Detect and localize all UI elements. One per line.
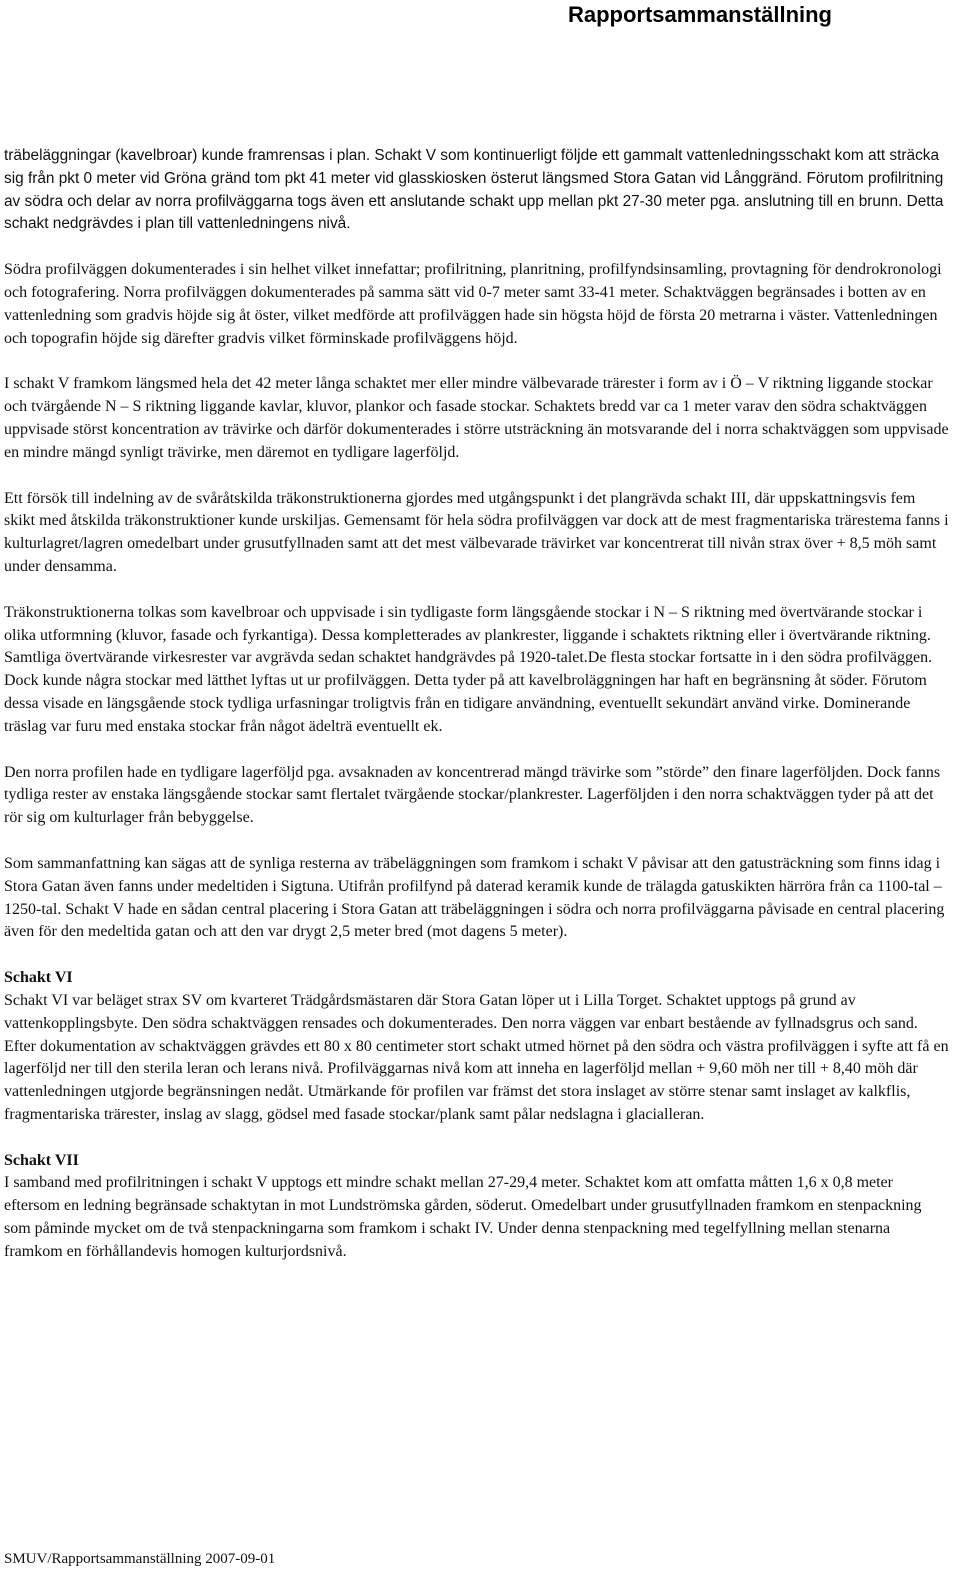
paragraph-schakt-vii: I samband med profilritningen i schakt V upptogs ett mindre schakt mellan 27-29,4 meter. Schaktet kom att omfatta måtten 1,6 x 0,8 meter eftersom en ledning begränsade schaktytan in mot Lundströmska gården, söderut. Omedelbart under grusutfyllnaden framkom en stenpackning som påminde mycket om de två stenpackningarna som framkom i schakt IV. Under denna stenpackning med tegelfyllning mellan stenarna framkom en förhållandevis homogen kulturjordsnivå.: [4, 1174, 922, 1260]
paragraph-2: Södra profilväggen dokumenterades i sin helhet vilket innefattar; profilritning, planritning, profilfyndsinsamling, provtagning för dendrokronologi och fotografering. Norra profilväggen dokumenterades på samma sätt vid 0-7 meter samt 33-41 meter. Schaktväggen begränsades i botten av en vattenledning som gradvis höjde sig åt öster, vilket medförde att profilväggen hade sin högsta höjd de första 20 metrarna i väster. Vattenledningen och topografin höjde sig därefter gradvis vilket förminskade profilväggens höjd.: [4, 261, 942, 347]
paragraph-schakt-vi: Schakt VI var beläget strax SV om kvarteret Trädgårdsmästaren där Stora Gatan löper ut i Lilla Torget. Schaktet upptogs på grund av vattenkopplingsbyte. Den södra schaktväggen rensades och dokumenterades. Den norra väggen var enbart bestående av fyllnadsgrus och sand. Efter dokumentation av schaktväggen grävdes ett 80 x 80 centimeter stort schakt utmed hörnet på den södra och västra profilväggen i syfte att få en lagerföljd ner till den sterila leran och lerans nivå. Profilväggarnas nivå kom att inneha en lagerföljd mellan + 9,60 möh ner till + 8,40 möh där vattenledningen utgjorde begränsningen nedåt. Utmärkande för profilen var främst det stora inslaget av större stenar samt inslaget av kalkflis, fragmentariska trärester, inslag av slagg, gödsel med fasade stockar/plank samt pålar nedslagna i glacialleran.: [4, 991, 949, 1123]
paragraph-5: Träkonstruktionerna tolkas som kavelbroar och uppvisade i sin tydligaste form längsgående stockar i N – S riktning med övertvärande stockar i olika utformning (kluvor, fasade och fyrkantiga). Dessa kompletterades av plankrester, liggande i schaktets riktning eller i övertvärande riktning. Samtliga övertvärande virkesrester var avgrävda sedan schaktet handgrävdes på 1920-talet.De flesta stockar fortsatte in i den södra profilväggen. Dock kunde några stockar med lätthet lyftas ut ur profilväggen. Detta tyder på att kavelbroläggningen har haft en begränsning åt söder. Förutom dessa visade en längsgående stock tydliga urfasningar troligtvis från en tidigare användning, eventuellt sekundärt använd virke. Dominerande träslag var furu med enstaka stockar från något ädelträ eventuellt ek.: [4, 603, 933, 735]
section-heading-schakt-vi: Schakt VI: [4, 969, 73, 987]
paragraph-1: träbeläggningar (kavelbroar) kunde framrensas i plan. Schakt V som kontinuerligt följde ett gammalt vattenledningsschakt kom att sträcka sig från pkt 0 meter vid Gröna gränd tom pkt 41 meter vid glasskiosken österut längsmed Stora Gatan vid Långgränd. Förutom profilritning av södra och delar av norra profilväggarna togs även ett anslutande schakt upp mellan pkt 27-30 meter pga. anslutning till en brunn. Detta schakt nedgrävdes i plan till vattenledningens nivå.: [4, 147, 944, 233]
section-heading-schakt-vii: Schakt VII: [4, 1151, 79, 1169]
page-footer: SMUV/Rapportsammanställning 2007-09-01: [4, 1551, 276, 1567]
paragraph-3: I schakt V framkom längsmed hela det 42 meter långa schaktet mer eller mindre välbevarade trärester i form av i Ö – V riktning liggande stockar och tvärgående N – S riktning liggande kavlar, kluvor, plankor och fasade stockar. Schaktets bredd var ca 1 meter varav den södra schaktväggen uppvisade störst koncentration av trävirke och därför dokumenterades i större utsträckning än motsvarande del i norra schaktväggen som uppvisade en mindre mängd synligt trävirke, men däremot en tydligare lagerföljd.: [4, 375, 949, 461]
page-header-title: Rapportsammanställning: [567, 2, 832, 27]
report-body: [4, 145, 950, 1287]
paragraph-4: Ett försök till indelning av de svåråtskilda träkonstruktionerna gjordes med utgångspunkt i det plangrävda schakt III, där uppskattningsvis fem skikt med åtskilda träkonstruktioner kunde urskiljas. Gemensamt för hela södra profilväggen var dock att de mest fragmentariska trärestema fanns i kulturlagret/lagren omedelbart under grusutfyllnaden samt att det mest välbevarade trävirket var koncentrerat till nivån strax över + 8,5 möh samt under densamma.: [4, 489, 949, 575]
paragraph-6: Den norra profilen hade en tydligare lagerföljd pga. avsaknaden av koncentrerad mängd trävirke som ”störde” den finare lagerföljden. Dock fanns tydliga rester av enstaka längsgående stockar samt flertalet tvärgående stockar/plankrester. Lagerföljden i den norra schaktväggen tyder på att det rör sig om kulturlager från bebyggelse.: [4, 763, 941, 827]
paragraph-7: Som sammanfattning kan sägas att de synliga resterna av träbeläggningen som framkom i schakt V påvisar att den gatusträckning som finns idag i Stora Gatan även fanns under medeltiden i Sigtuna. Utifrån profilfynd på daterad keramik kunde de trälagda gatuskikten härröra från ca 1100-tal – 1250-tal. Schakt V hade en sådan central placering i Stora Gatan att träbeläggningen i södra och norra profilväggarna påvisade en central placering även för den medeltida gatan och att den var drygt 2,5 meter bred (mot dagens 5 meter).: [4, 854, 945, 941]
